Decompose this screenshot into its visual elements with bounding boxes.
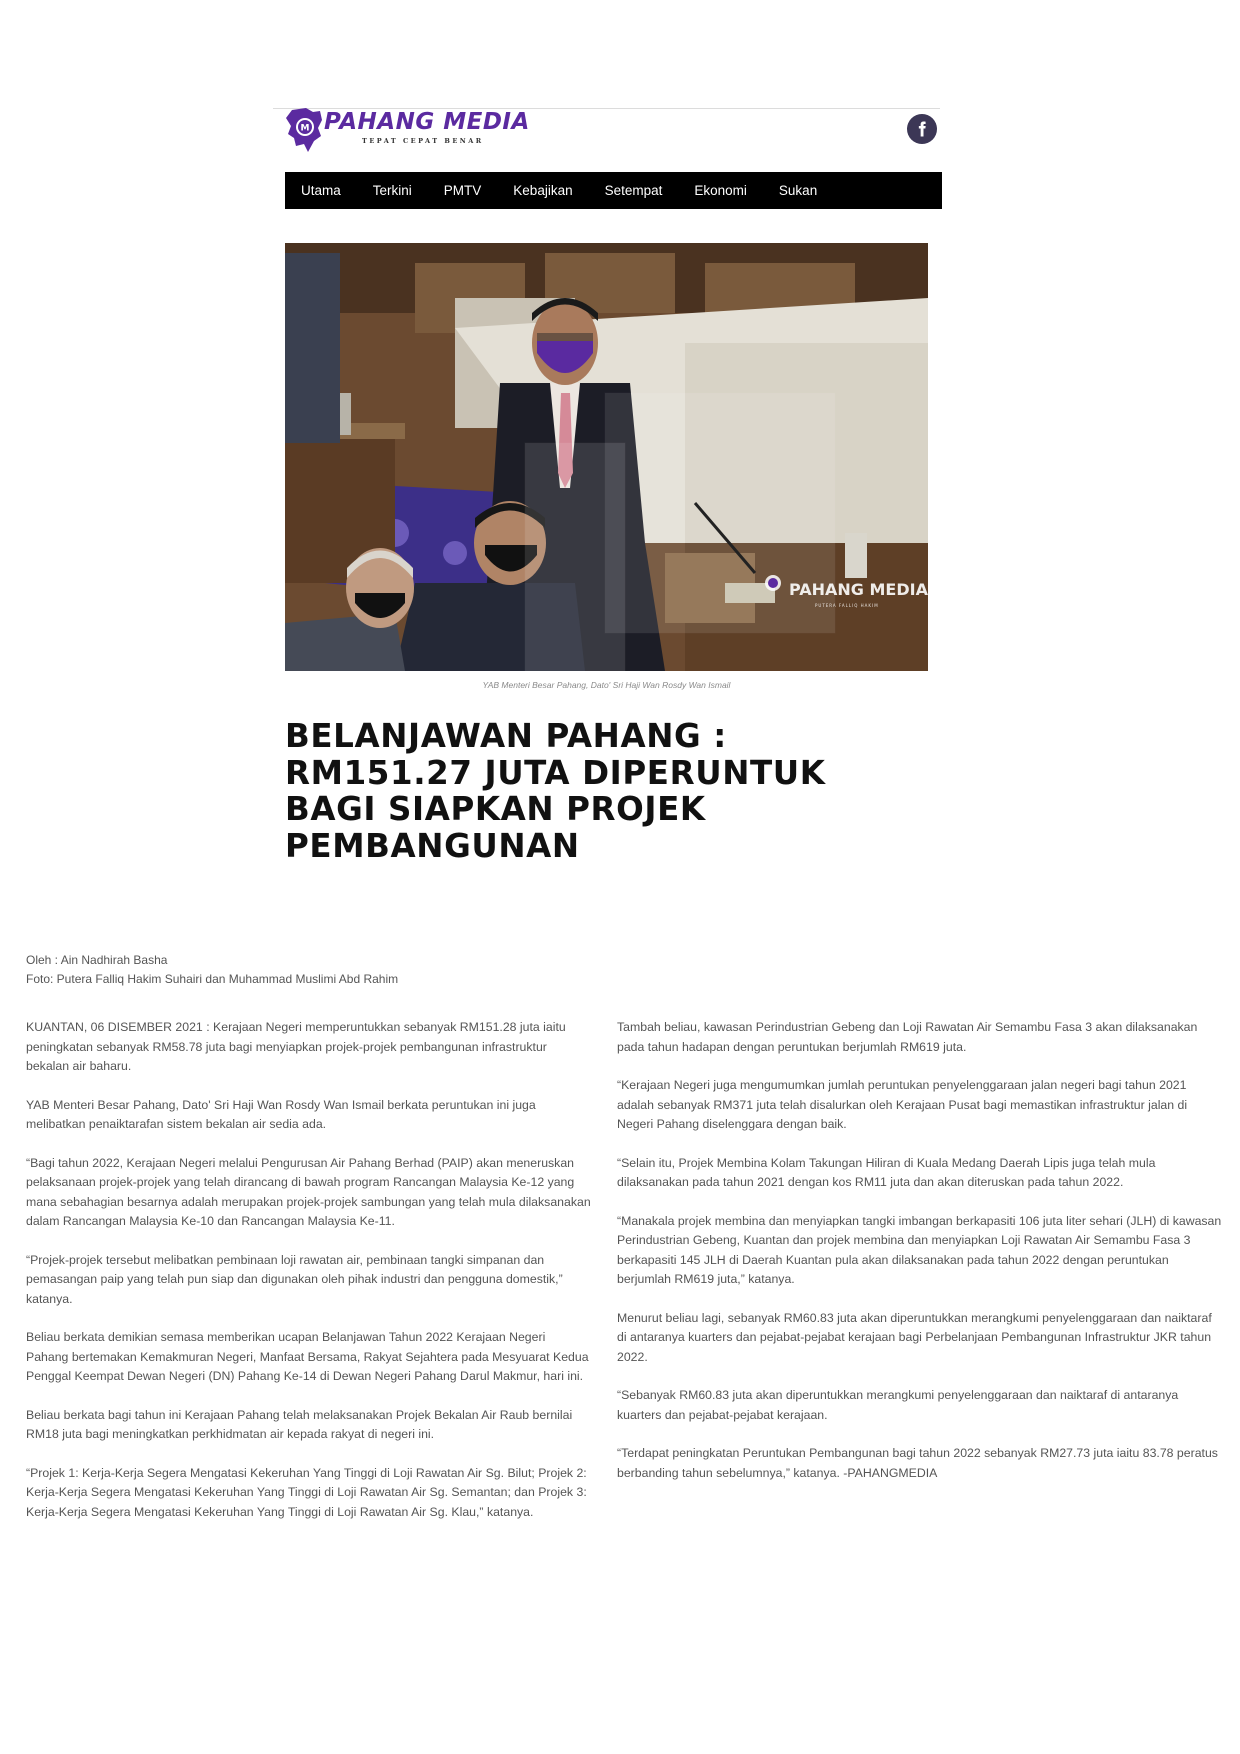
photo-caption: YAB Menteri Besar Pahang, Dato' Sri Haji Wan Rosdy Wan Ismail: [482, 680, 731, 690]
article-headline: BELANJAWAN PAHANG : RM151.27 JUTA DIPERUNTUK BAGI SIAPKAN PROJEK PEMBANGUNAN: [285, 717, 826, 865]
nav-item-terkini[interactable]: Terkini: [372, 183, 412, 198]
main-nav: [285, 172, 942, 209]
paragraph: “Bagi tahun 2022, Kerajaan Negeri melalui Pengurusan Air Pahang Berhad (PAIP) akan meneruskan pelaksanaan projek-projek yang telah dirancang di bawah program Rancangan Malaysia Ke-12 yang mana sebahagian besarnya adalah merupakan projek-projek sambungan yang telah mula dilaksanakan dalam Rancangan Malaysia Ke-10 dan Rancangan Malaysia Ke-11.: [26, 1155, 591, 1228]
photo-watermark: PAHANG MEDIA: [789, 580, 928, 599]
paragraph: Beliau berkata demikian semasa memberikan ucapan Belanjawan Tahun 2022 Kerajaan Negeri Pahang bertemakan Kemakmuran Negeri, Manfaat Bersama, Rakyat Sejahtera pada Mesyuarat Kedua Penggal Keempat Dewan Negeri (DN) Pahang Ke-14 di Dewan Negeri Pahang Darul Makmur, hari ini.: [26, 1330, 589, 1383]
nav-item-setempat[interactable]: Setempat: [604, 183, 663, 198]
paragraph: Beliau berkata bagi tahun ini Kerajaan Pahang telah melaksanakan Projek Bekalan Air Raub bernilai RM18 juta bagi meningkatkan perkhidmatan air kepada rakyat di negeri ini.: [26, 1407, 573, 1441]
nav-item-ekonomi[interactable]: Ekonomi: [694, 183, 747, 198]
paragraph: “Projek 1: Kerja-Kerja Segera Mengatasi Kekeruhan Yang Tinggi di Loji Rawatan Air Sg. Bilut; Projek 2: Kerja-Kerja Segera Mengatasi Kekeruhan Yang Tinggi di Loji Rawatan Air Sg. Semantan; dan Projek 3: Kerja-Kerja Segera Mengatasi Kekeruhan Yang Tinggi di Loji Rawatan Air Sg. Klau,” katanya.: [26, 1465, 587, 1519]
facebook-button[interactable]: [907, 114, 937, 144]
nav-item-kebajikan[interactable]: Kebajikan: [513, 183, 573, 198]
paragraph: “Terdapat peningkatan Peruntukan Pembangunan bagi tahun 2022 sebanyak RM27.73 juta iaitu 83.78 peratus berbanding tahun sebelumnya,” katanya. -PAHANGMEDIA: [617, 1446, 1218, 1480]
byline: [26, 951, 398, 989]
article-column-right: [617, 1018, 1223, 1502]
watermark-logo-icon: [765, 575, 781, 591]
paragraph: Tambah beliau, kawasan Perindustrian Gebeng dan Loji Rawatan Air Semambu Fasa 3 akan dilaksanakan pada tahun hadapan dengan peruntukan berjumlah RM619 juta.: [617, 1020, 1198, 1054]
article-photo: [285, 243, 928, 671]
nav-item-pmtv[interactable]: PMTV: [443, 183, 482, 198]
paragraph: KUANTAN, 06 DISEMBER 2021 : Kerajaan Negeri memperuntukkan sebanyak RM151.28 juta iaitu peningkatan sebanyak RM58.78 juta bagi menyiapkan projek-projek pembangunan infrastruktur bekalan air baharu.: [26, 1020, 566, 1073]
article-column-left: [26, 1018, 591, 1541]
paragraph: “Manakala projek membina dan menyiapkan tangki imbangan berkapasiti 106 juta liter sehari (JLH) di kawasan Perindustrian Gebeng, Kuantan dan projek membina dan menyiapkan Loji Rawatan Air Semambu Fasa 3 berkapasiti 145 JLH di Daerah Kuantan pula akan dilaksanakan pada tahun 2022 dengan peruntukan berjumlah RM619 juta,” katanya.: [617, 1213, 1222, 1286]
facebook-icon: [913, 120, 931, 138]
site-logo[interactable]: [286, 106, 530, 154]
svg-text:M: M: [300, 123, 310, 134]
paragraph: YAB Menteri Besar Pahang, Dato' Sri Haji Wan Rosdy Wan Ismail berkata peruntukan ini juga melibatkan penaiktarafan sistem bekalan air sedia ada.: [26, 1097, 536, 1131]
brand-name: PAHANG MEDIA: [324, 109, 530, 135]
paragraph: Menurut beliau lagi, sebanyak RM60.83 juta akan diperuntukkan merangkumi penyelenggaraan dan naiktaraf di antaranya kuarters dan pejabat-pejabat kerajaan bagi Perbelanjaan Pembangunan Infrastruktur JKR tahun 2022.: [617, 1310, 1212, 1364]
nav-item-sukan[interactable]: Sukan: [778, 183, 818, 198]
paragraph: “Selain itu, Projek Membina Kolam Takungan Hiliran di Kuala Medang Daerah Lipis juga telah mula dilaksanakan pada tahun 2021 dengan kos RM11 juta dan akan diteruskan pada tahun 2022.: [617, 1155, 1156, 1189]
author-line: Oleh : Ain Nadhirah Basha: [26, 953, 168, 967]
photo-credit-line: Foto: Putera Falliq Hakim Suhairi dan Muhammad Muslimi Abd Rahim: [26, 972, 399, 986]
paragraph: “Projek-projek tersebut melibatkan pembinaan loji rawatan air, pembinaan tangki simpanan dan pemasangan paip yang telah pun siap dan digunakan oleh pihak industri dan pengguna domestik,” katanya.: [26, 1252, 563, 1306]
paragraph: “Sebanyak RM60.83 juta akan diperuntukkan merangkumi penyelenggaraan dan naiktaraf di antaranya kuarters dan pejabat-pejabat kerajaan.: [617, 1388, 1179, 1422]
photo-watermark-sub: PUTERA FALLIQ HAKIM: [815, 603, 879, 608]
brand-tagline: TEPAT CEPAT BENAR: [362, 137, 484, 145]
paragraph: “Kerajaan Negeri juga mengumumkan jumlah peruntukan penyelenggaraan jalan negeri bagi tahun 2021 adalah sebanyak RM371 juta telah disalurkan oleh Kerajaan Pusat bagi memastikan infrastruktur jalan di Negeri Pahang diselenggara dengan baik.: [617, 1078, 1188, 1131]
pahang-map-logo-icon: [286, 108, 324, 152]
nav-item-utama[interactable]: Utama: [301, 183, 341, 198]
